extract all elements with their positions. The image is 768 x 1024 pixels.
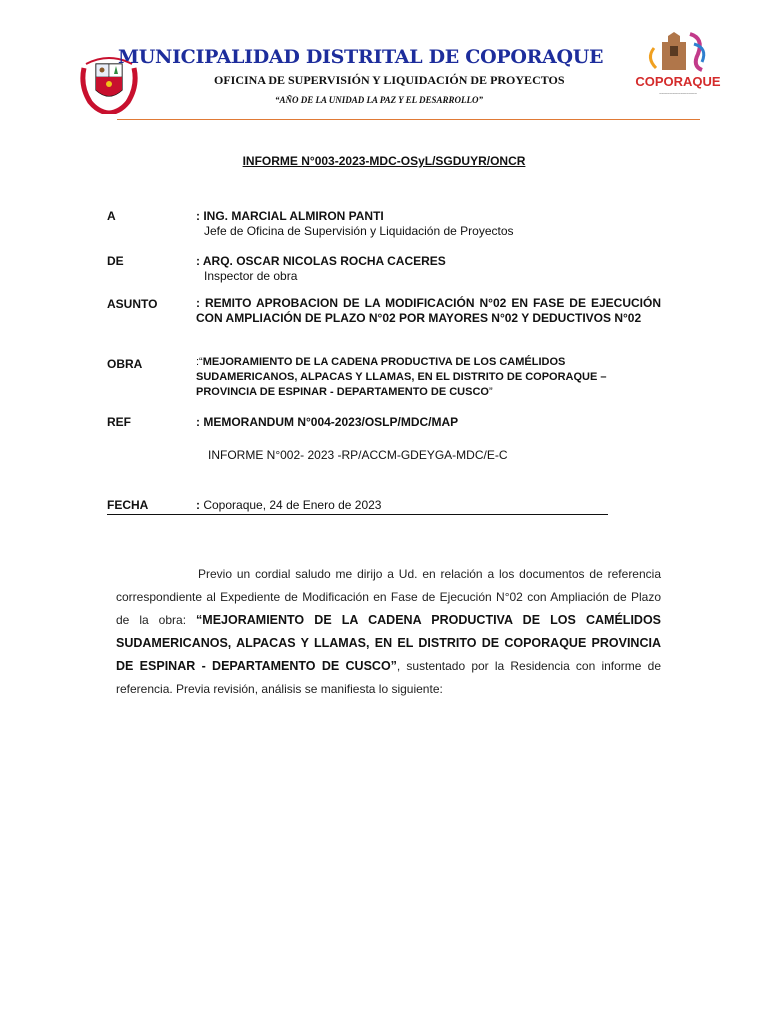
header-divider: [117, 119, 700, 120]
body-paragraph: Previo un cordial saludo me dirijo a Ud. en relación a los documentos de referencia correspondiente al Expediente de Modificación en Fase de Ejecución N°02 con Ampliación de Plazo de la obra: “MEJORAMIENTO DE LA CADENA PRODUCTIVA DE LOS CAMÉLIDOS SUDAMERICANOS, ALPACAS Y LLAMAS, EN EL DISTRITO DE COPORAQUE PROVINCIA DE ESPINAR - DEPARTAMENTO DE CUSCO”, sustentado por la Residencia con informe de referencia. Previa revisión, análisis se manifiesta lo siguiente:: [116, 567, 661, 696]
field-sub-a: Jefe de Oficina de Supervisión y Liquidación de Proyectos: [204, 224, 514, 238]
field-value-de: : ARQ. OSCAR NICOLAS ROCHA CACERES: [196, 254, 446, 268]
logo-text: COPORAQUE: [635, 74, 721, 89]
institution-title: MUNICIPALIDAD DISTRITAL DE COPORAQUE: [118, 46, 604, 68]
section-separator: [107, 514, 608, 515]
office-subtitle: OFICINA DE SUPERVISIÓN Y LIQUIDACIÓN DE PROYECTOS: [214, 73, 565, 87]
field-sub-de: Inspector de obra: [204, 269, 298, 283]
field-value-fecha: : Coporaque, 24 de Enero de 2023: [196, 498, 382, 512]
field-label-obra: OBRA: [107, 357, 143, 371]
field-label-de: DE: [107, 254, 124, 268]
field-label-ref: REF: [107, 415, 131, 429]
field-value-obra: :“MEJORAMIENTO DE LA CADENA PRODUCTIVA DE LOS CAMÉLIDOS SUDAMERICANOS, ALPACAS Y LLAMAS, EN EL DISTRITO DE COPORAQUE – PROVINCIA DE ESPINAR - DEPARTAMENTO DE CUSCO”: [196, 356, 607, 398]
field-label-asunto: ASUNTO: [107, 297, 158, 311]
report-number: INFORME N°003-2023-MDC-OSyL/SGDUYR/ONCR: [242, 154, 526, 168]
field-label-a: A: [107, 209, 116, 223]
field-label-fecha: FECHA: [107, 498, 149, 512]
field-sub-ref: INFORME N°002- 2023 -RP/ACCM-GDEYGA-MDC/E-C: [208, 448, 508, 462]
field-value-asunto: : REMITO APROBACION DE LA MODIFICACIÓN N°02 EN FASE DE EJECUCIÓN CON AMPLIACIÓN DE PLAZO N°02 POR MAYORES N°02 Y DEDUCTIVOS N°02: [196, 296, 661, 325]
coporaque-logo-icon: [632, 24, 724, 106]
field-value-ref: : MEMORANDUM N°004-2023/OSLP/MDC/MAP: [196, 415, 459, 429]
field-value-a: : ING. MARCIAL ALMIRON PANTI: [196, 209, 384, 223]
svg-text:~~~~~~~~~~~~~~: ~~~~~~~~~~~~~~: [659, 92, 697, 97]
year-motto: “AÑO DE LA UNIDAD LA PAZ Y EL DESARROLLO”: [275, 95, 484, 105]
